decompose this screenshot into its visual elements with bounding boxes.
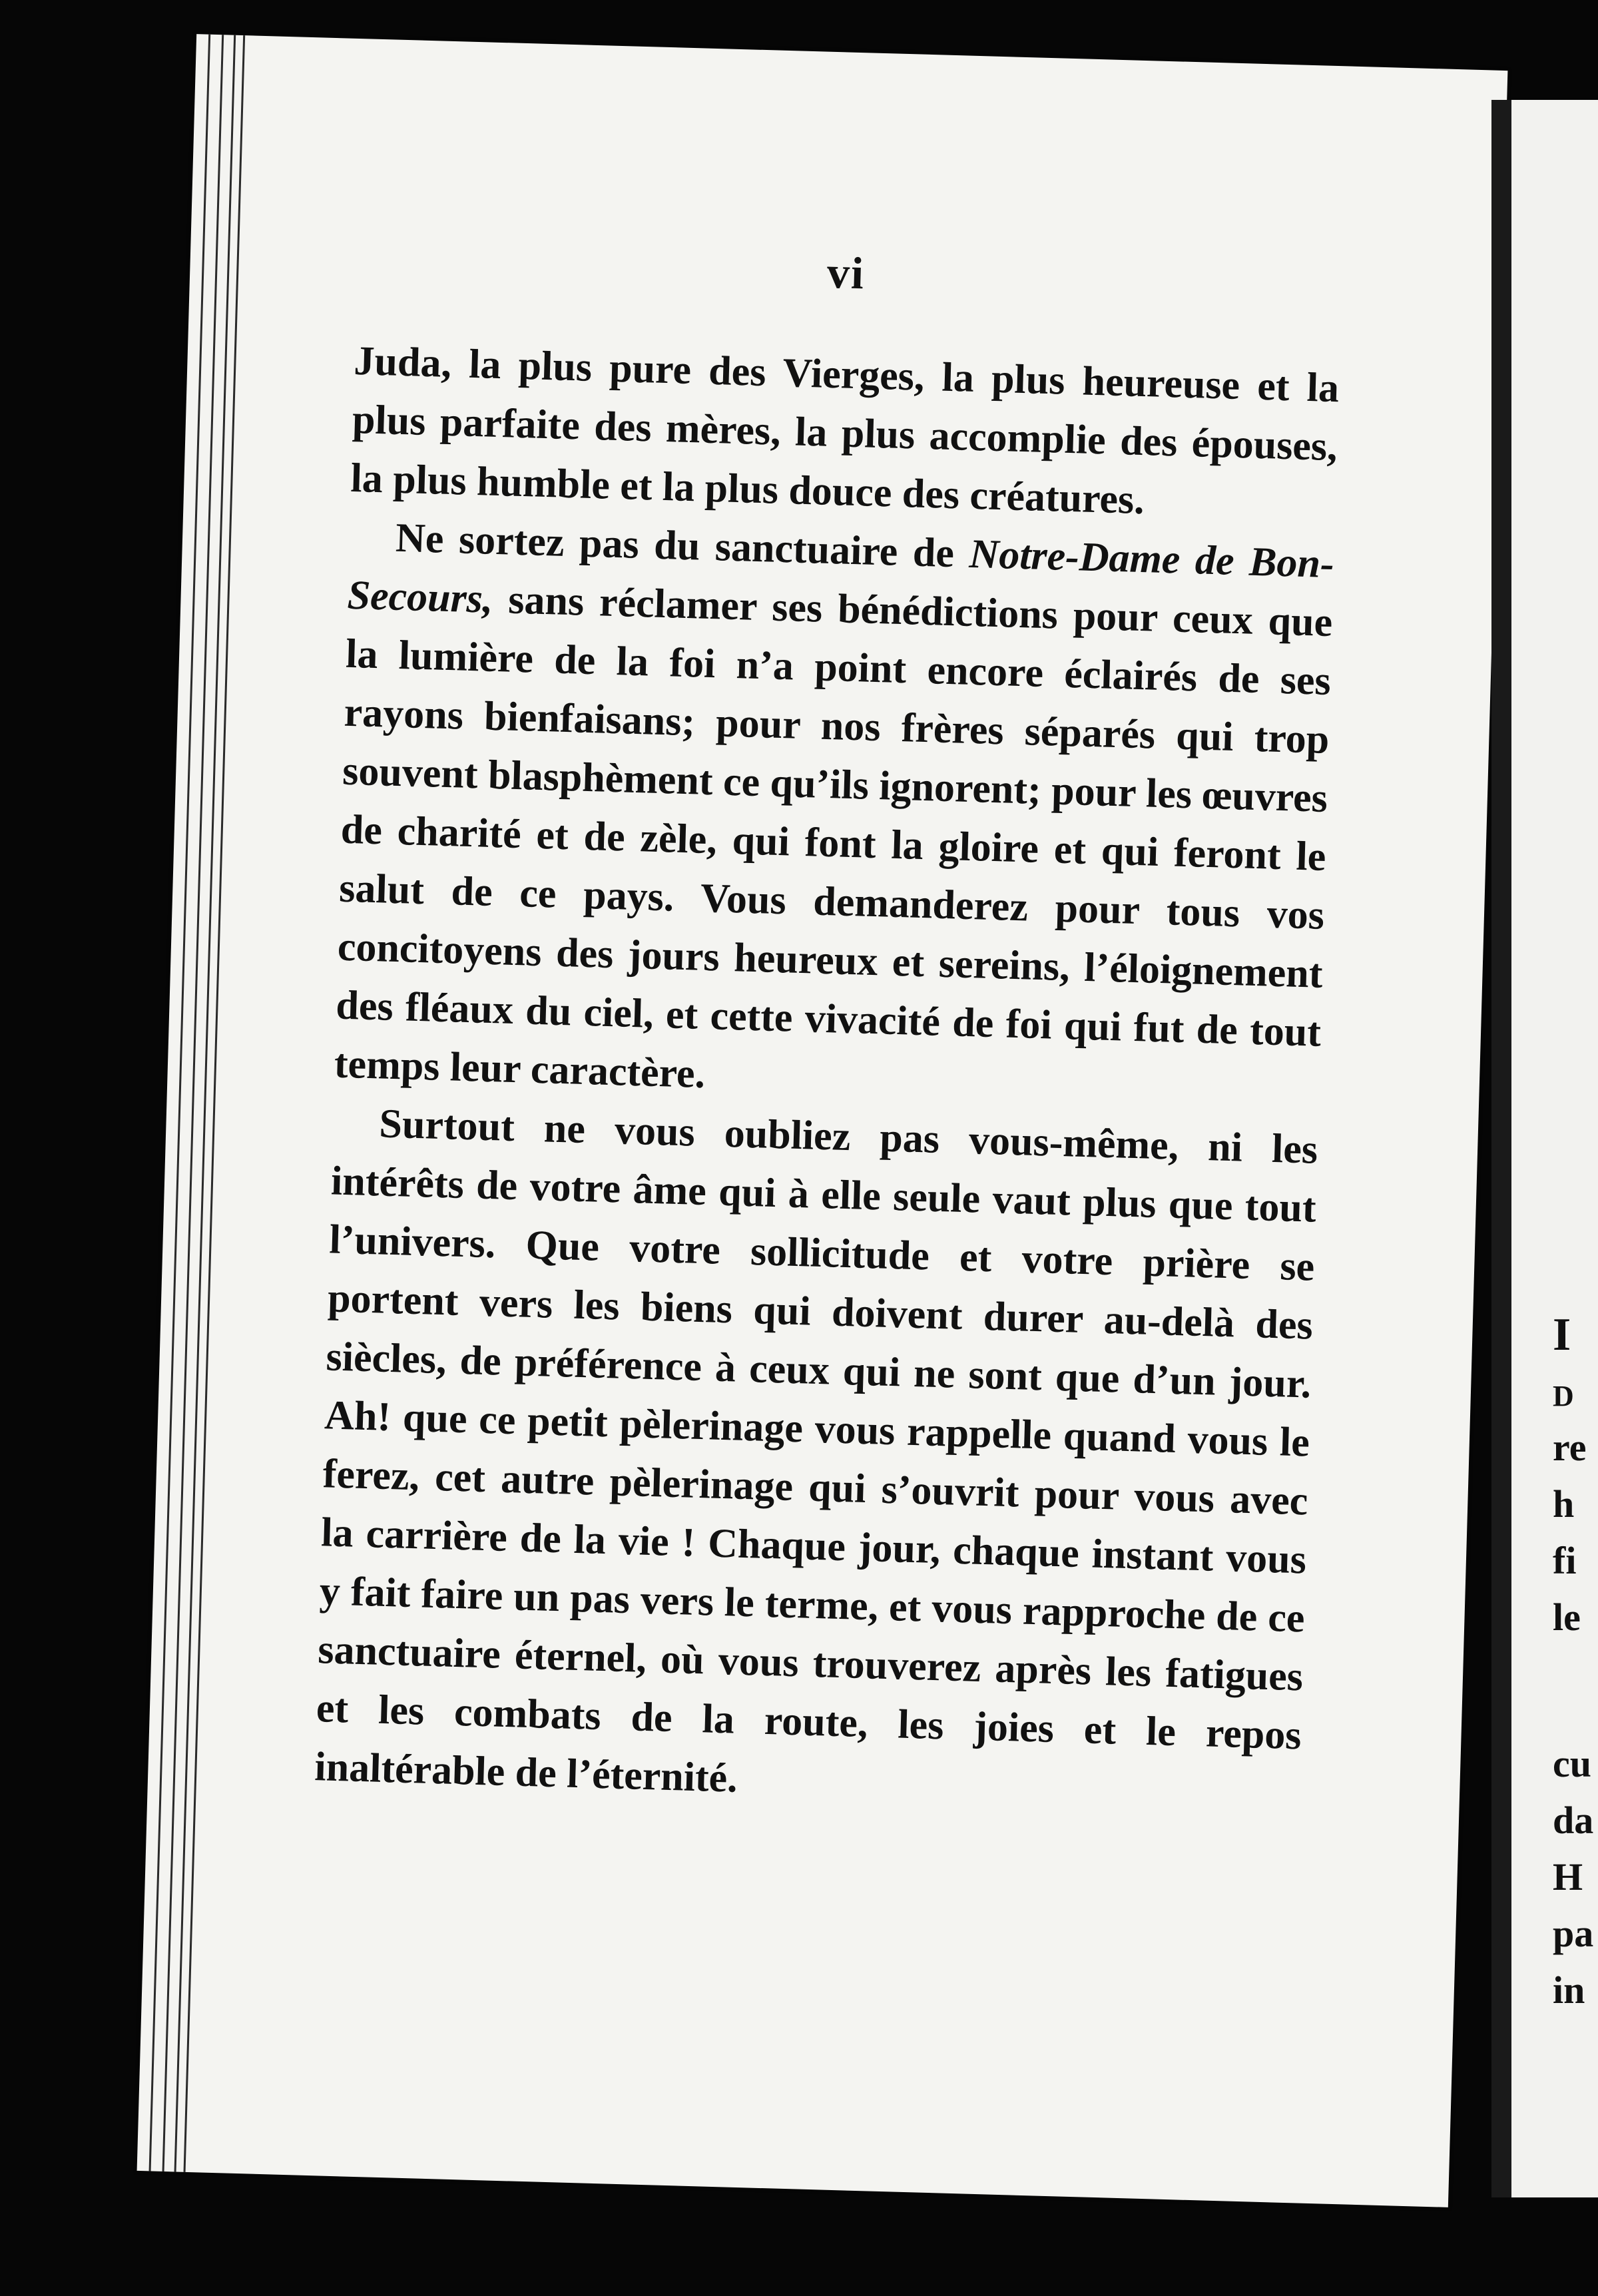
adjacent-page-fragment: da: [1553, 1799, 1594, 1842]
adjacent-page-fragment: h: [1553, 1482, 1575, 1526]
adjacent-page-fragment: cu: [1553, 1742, 1591, 1785]
paragraph-text: Juda, la plus pure des Vierges, la plus heureuse et la plus parfaite des mères, la plus accomplie des épouses, la plus humble et la plus douce des créatures.: [350, 338, 1340, 523]
page-number: vi: [826, 246, 866, 299]
book-page: [137, 34, 1508, 2207]
adjacent-page-fragment: H: [1553, 1855, 1583, 1898]
adjacent-page-fragment: re: [1553, 1426, 1587, 1469]
adjacent-page: [1491, 100, 1598, 2197]
adjacent-page-fragment: pa: [1553, 1912, 1594, 1955]
emphasized-title: Notre-Dame de Bon-Secours,: [346, 531, 1335, 622]
paragraph-2: [334, 507, 1335, 1121]
paragraph-1: [350, 332, 1340, 535]
page-edge-line: [174, 35, 236, 2172]
body-text: [314, 332, 1340, 1823]
adjacent-page-fragment: I: [1553, 1309, 1571, 1360]
page-edge-line: [149, 35, 211, 2171]
adjacent-page-fragment: le: [1553, 1595, 1581, 1639]
paragraph-text: Surtout ne vous oubliez pas vous-même, ni les intérêts de votre âme qui à elle seule vaut plus que tout l’univers. Que votre sollicitude et votre prière se portent vers les biens qui doivent durer au-delà des siècles, de préférence à ceux qui ne sont que d’un jour. Ah! que ce petit pèlerinage vous rappelle quand vous le ferez, cet autre pèlerinage qui s’ouvrit pour vous avec la carrière de la vie ! Chaque jour, chaque instant vous y fait faire un pas vers le terme, et vous rapproche de ce sanctuaire éternel, où vous trouverez après les fatigues et les combats de la route, les joies et le repos inaltérable de l’éternité.: [314, 1101, 1319, 1801]
adjacent-page-fragment: in: [1553, 1968, 1585, 2012]
paragraph-text: Ne sortez pas du sanctuaire de: [395, 515, 970, 577]
page-gutter: [1491, 100, 1511, 2197]
adjacent-page-fragment: fi: [1553, 1539, 1577, 1582]
adjacent-page-fragment: D: [1553, 1380, 1574, 1412]
paragraph-text: sans réclamer ses bénédictions pour ceux que la lumière de la foi n’a point encore éclairés de ses rayons bienfaisans; pour nos frères séparés qui trop souvent blasphèment ce qu’ils ignorent; pour les œuvres de charité et de zèle, qui font la gloire et qui feront le salut de ce pays. Vous demanderez pour tous vos concitoyens des jours heureux et sereins, l’éloignement des fléaux du ciel, et cette vivacité de foi qui fut de tout temps leur caractère.: [334, 576, 1334, 1097]
paragraph-3: [314, 1093, 1318, 1823]
